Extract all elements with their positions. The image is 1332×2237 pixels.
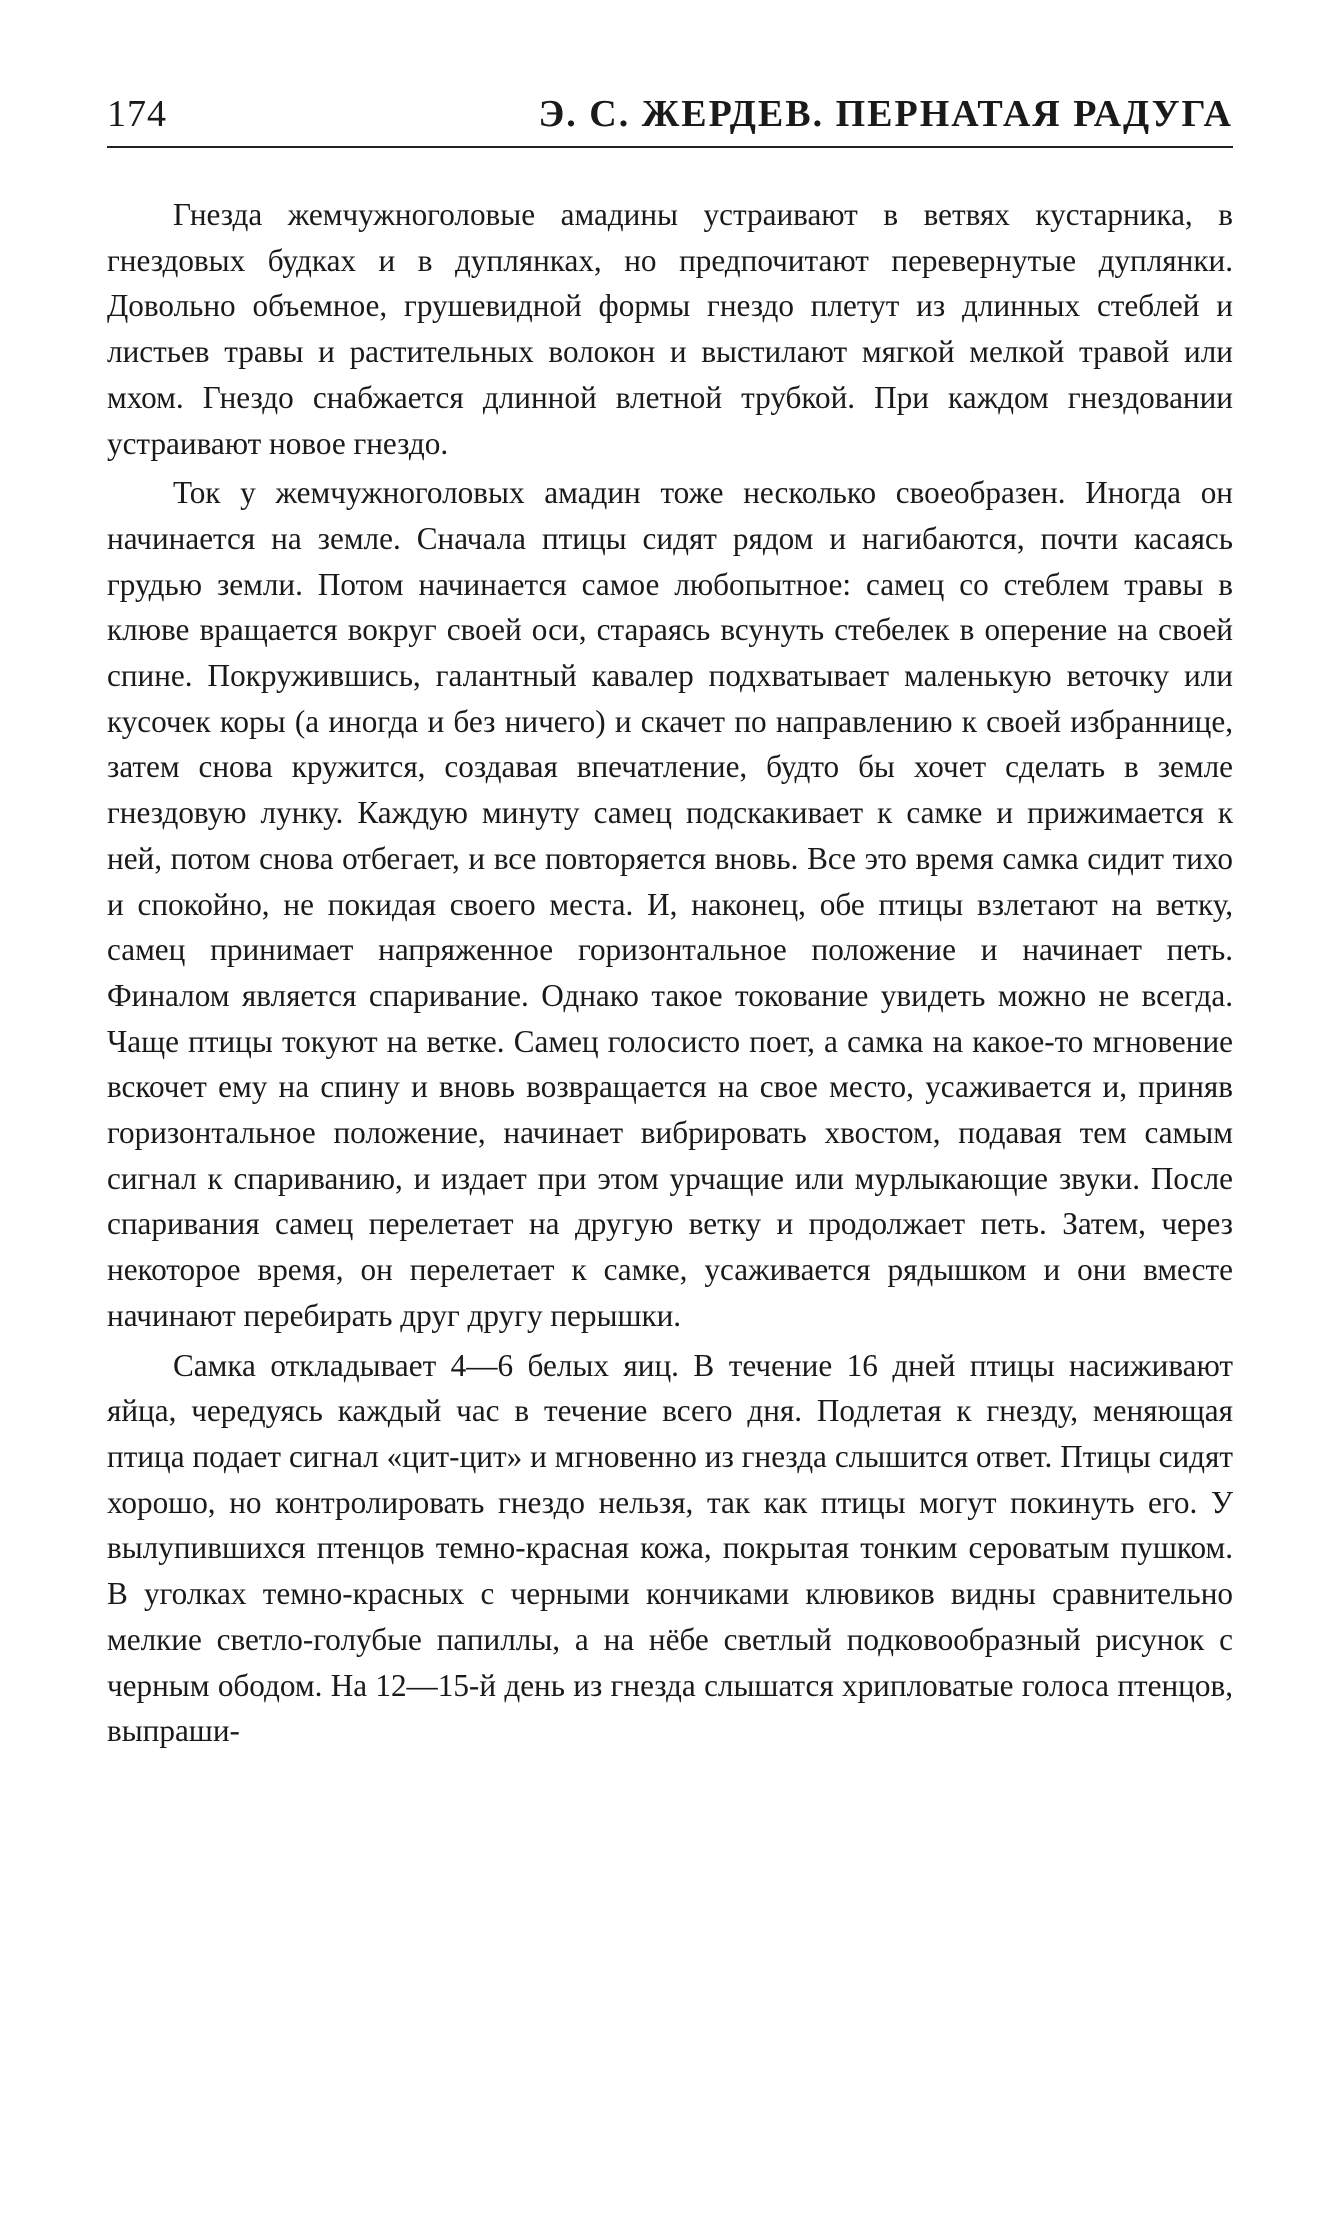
book-page xyxy=(107,92,1233,1758)
paragraph-nest: Гнезда жемчужноголовые амадины устраивают в ветвях кустарника, в гнездовых будках и в дуплянках, но предпочитают перевернутые дуплянки. Довольно объемное, грушевидной формы гнездо плетут из длинных стеблей и листьев травы и растительных волокон и выстилают мягкой мелкой травой или мхом. Гнездо снабжается длинной влетной трубкой. При каждом гнездовании устраивают новое гнездо. xyxy=(107,197,1233,461)
body-text xyxy=(107,192,1233,1754)
running-title: Э. С. ЖЕРДЕВ. ПЕРНАТАЯ РАДУГА xyxy=(538,93,1233,135)
running-header xyxy=(107,92,1233,148)
paragraph-incubation: Самка откладывает 4—6 белых яиц. В течение 16 дней птицы насиживают яйца, чередуясь каждый час в течение всего дня. Подлетая к гнезду, меняющая птица подает сигнал «цит-цит» и мгновенно из гнезда слышится ответ. Птицы сидят хорошо, но контролировать гнездо нельзя, так как птицы могут покинуть его. У вылупившихся птенцов темно-красная кожа, покрытая тонким сероватым пушком. В уголках темно-красных с черными кончиками клювиков видны сравнительно мелкие светло-голубые папиллы, а на нёбе светлый подковообразный рисунок с черным ободом. На 12—15-й день из гнезда слышатся хрипловатые голоса птенцов, выпраши- xyxy=(107,1347,1233,1749)
paragraph-courtship: Ток у жемчужноголовых амадин тоже несколько своеобразен. Иногда он начинается на земле. Сначала птицы сидят рядом и нагибаются, почти касаясь грудью земли. Потом начинается самое любопытное: самец со стеблем травы в клюве вращается вокруг своей оси, стараясь всунуть стебелек в оперение на своей спине. Покружившись, галантный кавалер подхватывает маленькую веточку или кусочек коры (а иногда и без ничего) и скачет по направлению к своей избраннице, затем снова кружится, создавая впечатление, будто бы хочет сделать в земле гнездовую лунку. Каждую минуту самец подскакивает к самке и прижимается к ней, потом снова отбегает, и все повторяется вновь. Все это время самка сидит тихо и спокойно, не покидая своего места. И, наконец, обе птицы взлетают на ветку, самец принимает напряженное горизонтальное положение и начинает петь. Финалом является спаривание. Однако такое токование увидеть можно не всегда. Чаще птицы токуют на ветке. Самец голосисто поет, а самка на какое-то мгновение вскочет ему на спину и вновь возвращается на свое место, усаживается и, приняв горизонтальное положение, начинает вибрировать хвостом, подавая тем самым сигнал к спариванию, и издает при этом урчащие или мурлыкающие звуки. После спаривания самец перелетает на другую ветку и продолжает петь. Затем, через некоторое время, он перелетает к самке, усаживается рядышком и они вместе начинают перебирать друг другу перышки. xyxy=(107,475,1233,1333)
page-number: 174 xyxy=(107,93,167,135)
